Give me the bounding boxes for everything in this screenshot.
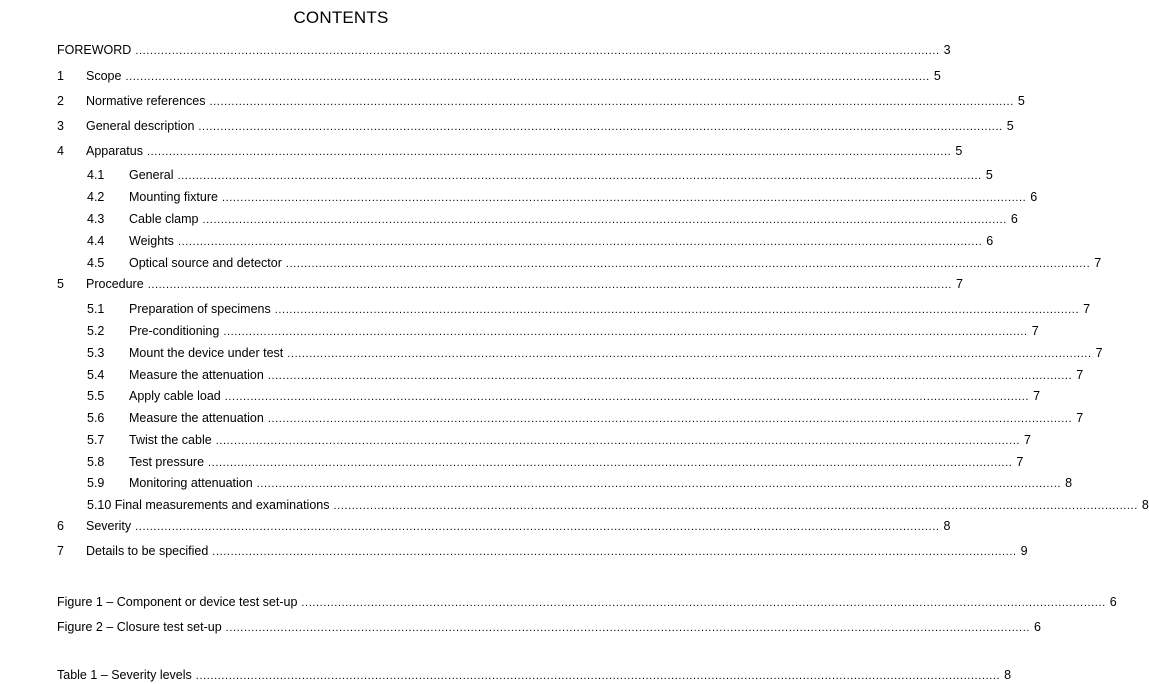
dot-leader: ............................................................................................................................................................................................................................ bbox=[209, 96, 1014, 108]
toc-entry[interactable] bbox=[57, 619, 1041, 635]
toc-entry-page: 5 bbox=[933, 69, 941, 83]
toc-entry-number: 2 bbox=[57, 94, 64, 108]
toc-entry-page: 7 bbox=[1024, 433, 1031, 447]
toc-entry[interactable] bbox=[87, 167, 993, 183]
toc-entry-number: 4.3 bbox=[87, 212, 105, 226]
dot-leader: ............................................................................................................................................................................................................................ bbox=[285, 258, 1091, 270]
dot-leader: ............................................................................................................................................................................................................................ bbox=[177, 170, 982, 182]
toc-entry-title: FOREWORD bbox=[57, 43, 132, 57]
toc-entry[interactable] bbox=[57, 143, 963, 159]
toc-entry-title: Normative references bbox=[86, 94, 206, 108]
toc-entry[interactable] bbox=[87, 388, 1041, 404]
toc-entry-title: Twist the cable bbox=[129, 433, 212, 447]
toc-entry-page: 8 bbox=[1004, 668, 1012, 682]
toc-entry-page: 5 bbox=[985, 168, 993, 182]
toc-entry[interactable] bbox=[57, 518, 951, 534]
dot-leader: ............................................................................................................................................................................................................................ bbox=[267, 370, 1073, 382]
toc-entry-title: Weights bbox=[129, 234, 174, 248]
toc-entry-number: 5 bbox=[57, 277, 64, 291]
toc-entry-number: 5.3 bbox=[87, 346, 105, 360]
dot-leader: ............................................................................................................................................................................................................................ bbox=[125, 71, 930, 83]
toc-entry-number: 4.4 bbox=[87, 234, 105, 248]
toc-entry-number: 5.7 bbox=[87, 433, 105, 447]
toc-entry[interactable] bbox=[87, 497, 1149, 513]
toc-entry-number: 5.8 bbox=[87, 455, 105, 469]
toc-entry-page: 9 bbox=[1020, 544, 1028, 558]
toc-entry-title: Cable clamp bbox=[129, 212, 199, 226]
toc-entry[interactable] bbox=[57, 594, 1117, 610]
toc-entry[interactable] bbox=[87, 367, 1084, 383]
dot-leader: ............................................................................................................................................................................................................................ bbox=[135, 521, 940, 533]
toc-entry[interactable] bbox=[57, 118, 1014, 134]
toc-entry[interactable] bbox=[87, 211, 1018, 227]
toc-entry-title: Details to be specified bbox=[86, 544, 209, 558]
toc-entry-title: Table 1 – Severity levels bbox=[57, 668, 192, 682]
toc-entry-title: General bbox=[129, 168, 174, 182]
toc-entry[interactable] bbox=[87, 301, 1091, 317]
toc-entry-page: 7 bbox=[1083, 302, 1091, 316]
toc-entry-title: Apply cable load bbox=[129, 389, 221, 403]
toc-entry-title: Test pressure bbox=[129, 455, 205, 469]
toc-entry-number: 5.6 bbox=[87, 411, 105, 425]
toc-entry-number: 4.5 bbox=[87, 256, 105, 270]
dot-leader: ............................................................................................................................................................................................................................ bbox=[177, 236, 983, 248]
dot-leader: ............................................................................................................................................................................................................................ bbox=[301, 597, 1106, 609]
toc-entry-number: 5.4 bbox=[87, 368, 105, 382]
toc-entry-title: Monitoring attenuation bbox=[129, 476, 253, 490]
toc-entry-title: Pre-conditioning bbox=[129, 324, 220, 338]
toc-entry[interactable] bbox=[57, 276, 963, 292]
toc-entry[interactable] bbox=[87, 454, 1024, 470]
toc-entry[interactable] bbox=[87, 255, 1102, 271]
toc-entry-title: Preparation of specimens bbox=[129, 302, 271, 316]
toc-entry-number: 4 bbox=[57, 144, 64, 158]
toc-entry-number: 7 bbox=[57, 544, 64, 558]
dot-leader: ............................................................................................................................................................................................................................ bbox=[215, 435, 1021, 447]
toc-entry-number: 6 bbox=[57, 519, 64, 533]
dot-leader: ............................................................................................................................................................................................................................ bbox=[202, 214, 1007, 226]
toc-entry-page: 7 bbox=[1033, 389, 1041, 403]
toc-entry[interactable] bbox=[57, 68, 941, 84]
toc-entry-page: 7 bbox=[1094, 256, 1102, 270]
dot-leader: ............................................................................................................................................................................................................................ bbox=[287, 348, 1092, 360]
dot-leader: ............................................................................................................................................................................................................................ bbox=[274, 304, 1080, 316]
toc-entry-page: 8 bbox=[1141, 498, 1149, 512]
toc-entry[interactable] bbox=[57, 543, 1028, 559]
toc-entry-title: Severity bbox=[86, 519, 132, 533]
toc-entry-page: 7 bbox=[1076, 411, 1084, 425]
toc-entry-page: 7 bbox=[1095, 346, 1103, 360]
dot-leader: ............................................................................................................................................................................................................................ bbox=[221, 192, 1027, 204]
toc-entry-page: 6 bbox=[1109, 595, 1117, 609]
toc-entry-page: 6 bbox=[1030, 190, 1038, 204]
toc-entry-page: 3 bbox=[943, 43, 951, 57]
toc-entry-page: 6 bbox=[986, 234, 994, 248]
toc-entry-page: 5 bbox=[1006, 119, 1014, 133]
dot-leader: ............................................................................................................................................................................................................................ bbox=[146, 146, 952, 158]
toc-entry-page: 8 bbox=[1065, 476, 1073, 490]
toc-entry[interactable] bbox=[87, 189, 1038, 205]
toc-entry-page: 6 bbox=[1010, 212, 1018, 226]
toc-entry-title: Figure 1 – Component or device test set-up bbox=[57, 595, 298, 609]
toc-entry-page: 8 bbox=[943, 519, 951, 533]
toc-entry[interactable] bbox=[87, 323, 1039, 339]
toc-entry-title: Measure the attenuation bbox=[129, 411, 264, 425]
page-title: CONTENTS bbox=[293, 8, 389, 27]
toc-entry-title: Optical source and detector bbox=[129, 256, 282, 270]
toc-entry[interactable] bbox=[57, 42, 951, 58]
toc-entry-title: 5.10 Final measurements and examinations bbox=[87, 498, 330, 512]
dot-leader: ............................................................................................................................................................................................................................ bbox=[333, 500, 1138, 512]
toc-entry-title: Measure the attenuation bbox=[129, 368, 264, 382]
toc-entry-number: 4.1 bbox=[87, 168, 105, 182]
toc-entry-number: 4.2 bbox=[87, 190, 105, 204]
toc-entry-title: Apparatus bbox=[86, 144, 143, 158]
toc-entry[interactable] bbox=[87, 233, 994, 249]
toc-entry-number: 5.1 bbox=[87, 302, 105, 316]
toc-entry-title: Figure 2 – Closure test set-up bbox=[57, 620, 222, 634]
toc-entry-page: 7 bbox=[1076, 368, 1084, 382]
toc-entry-title: Scope bbox=[86, 69, 122, 83]
toc-entry-title: Mounting fixture bbox=[129, 190, 218, 204]
toc-entry[interactable] bbox=[87, 345, 1103, 361]
dot-leader: ............................................................................................................................................................................................................................ bbox=[195, 670, 1001, 682]
toc-entry[interactable] bbox=[87, 410, 1084, 426]
toc-entry[interactable] bbox=[87, 475, 1073, 491]
toc-entry-number: 1 bbox=[57, 69, 64, 83]
toc-entry[interactable] bbox=[87, 432, 1031, 448]
toc-entry-page: 7 bbox=[1031, 324, 1039, 338]
toc-entry-title: Procedure bbox=[86, 277, 144, 291]
dot-leader: ............................................................................................................................................................................................................................ bbox=[224, 391, 1030, 403]
dot-leader: ............................................................................................................................................................................................................................ bbox=[267, 413, 1073, 425]
toc-entry-number: 3 bbox=[57, 119, 64, 133]
toc-entry[interactable] bbox=[57, 93, 1025, 109]
dot-leader: ............................................................................................................................................................................................................................ bbox=[135, 45, 940, 57]
toc-entry-title: Mount the device under test bbox=[129, 346, 284, 360]
dot-leader: ............................................................................................................................................................................................................................ bbox=[208, 457, 1013, 469]
toc-entry-page: 6 bbox=[1034, 620, 1041, 634]
toc-entry-page: 7 bbox=[956, 277, 963, 291]
toc-entry-page: 5 bbox=[955, 144, 963, 158]
dot-leader: ............................................................................................................................................................................................................................ bbox=[212, 546, 1017, 558]
toc-entry-number: 5.5 bbox=[87, 389, 105, 403]
toc-entry-title: General description bbox=[86, 119, 195, 133]
toc-entry-page: 7 bbox=[1016, 455, 1024, 469]
dot-leader: ............................................................................................................................................................................................................................ bbox=[225, 622, 1031, 634]
toc-entry-number: 5.9 bbox=[87, 476, 105, 490]
dot-leader: ............................................................................................................................................................................................................................ bbox=[256, 478, 1062, 490]
toc-entry[interactable] bbox=[57, 667, 1012, 683]
dot-leader: ............................................................................................................................................................................................................................ bbox=[223, 326, 1028, 338]
toc-entry-number: 5.2 bbox=[87, 324, 105, 338]
toc-entry-page: 5 bbox=[1017, 94, 1025, 108]
dot-leader: ............................................................................................................................................................................................................................ bbox=[147, 279, 953, 291]
dot-leader: ............................................................................................................................................................................................................................ bbox=[198, 121, 1003, 133]
